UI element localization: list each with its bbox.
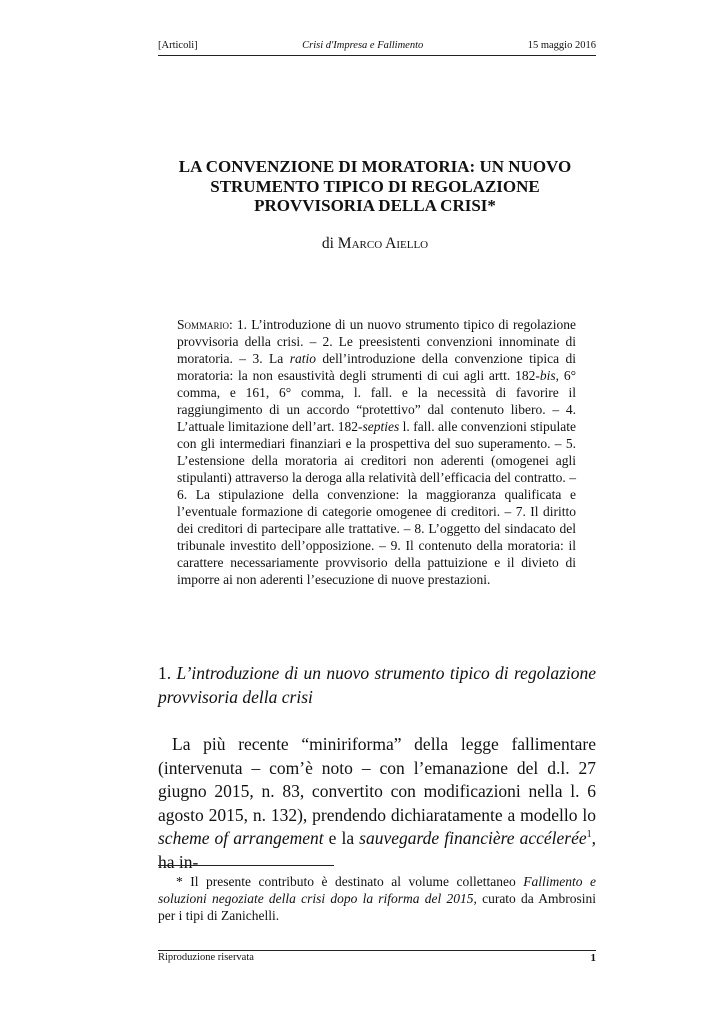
title-line: PROVVISORIA DELLA CRISI* [254,196,496,215]
summary-italic-septies: septies [362,419,400,434]
author-byline [130,235,620,253]
footnote [158,873,596,924]
section-title: L’introduzione di un nuovo strumento tipico di regolazione provvisoria della crisi [158,663,597,707]
title-line: STRUMENTO TIPICO DI REGOLAZIONE [210,176,540,196]
section-number: 1. [158,663,172,683]
running-header [158,40,596,54]
footnote-italic: Fallimento e soluzioni negoziate della crisi dopo la riforma del 2015 [158,874,596,906]
summary-text: dell’introduzione della convenzione tipica di moratoria: la non esaustività degli strumenti di cui agli artt. 182- [177,351,576,383]
footer-notice: Riproduzione riservata [158,952,254,963]
footer-rule [158,950,596,951]
article-title [130,157,620,216]
header-section: [Articoli] [158,40,198,51]
summary-text: , 6° comma, e 161, 6° comma, l. fall. e la necessità di favorire il raggiungimento di un accordo “protettivo” dal contenuto libero. – 4. L’attuale limitazione dell’art. 182- [177,368,576,434]
body-italic: sauvegarde financière accélerée [359,828,587,848]
footnote-rule [158,865,334,866]
body-text: , ha in- [158,828,596,872]
body-paragraph [158,733,596,874]
body-text: La più recente “miniriforma” della legge fallimentare (intervenuta – com’è noto – con l’emanazione del d.l. 27 giugno 2015, n. 83, convertito con modificazioni nella l. 6 agosto 2015, n. 132), prendendo dichiaratamente a modello lo [158,734,596,825]
page-footer [158,952,596,964]
author-prefix: di [321,235,334,252]
summary-text: : 1. L’introduzione di un nuovo strumento tipico di regolazione provvisoria della crisi. – 2. Le preesistenti convenzioni innominate di moratoria. – 3. La [177,317,576,366]
author-name: Marco Aiello [337,235,429,252]
header-journal: Crisi d'Impresa e Fallimento [302,40,424,51]
summary-label: Sommario [177,317,230,332]
body-text: e la [323,828,360,848]
page-number: 1 [590,952,596,964]
summary-text: l. fall. alle convenzioni stipulate con gli intermediari finanziari e la prospettiva del suo superamento. – 5. L’estensione della moratoria ai creditori non aderenti (omogenei agli stipulanti) attraverso la deroga alla relatività dell’efficacia del contratto. – 6. La stipulazione della convenzione: la maggioranza qualificata e l’eventuale formazione di categorie omogenee di creditori. – 7. Il diritto dei creditori di partecipare alle trattative. – 8. L’oggetto del sindacato del tribunale investito dell’opposizione. – 9. Il contenuto della moratoria: il carattere necessariamente provvisorio della pattuizione e il divieto di imporre ai non aderenti l’esecuzione di nuove prestazioni. [177,419,576,587]
summary-italic-bis: bis [539,368,556,383]
body-italic: scheme of arrangement [158,828,324,848]
footnote-ref: 1 [586,829,592,841]
summary [177,316,576,588]
header-rule [158,55,596,56]
header-date: 15 maggio 2016 [527,40,596,51]
section-heading [158,661,596,709]
footnote-text: , curato da Ambrosini per i tipi di Zanichelli. [158,891,596,923]
footnote-text: * Il presente contributo è destinato al volume collettaneo [176,874,524,889]
title-line: LA CONVENZIONE DI MORATORIA: UN NUOVO [178,157,572,176]
summary-italic-ratio: ratio [289,351,316,366]
